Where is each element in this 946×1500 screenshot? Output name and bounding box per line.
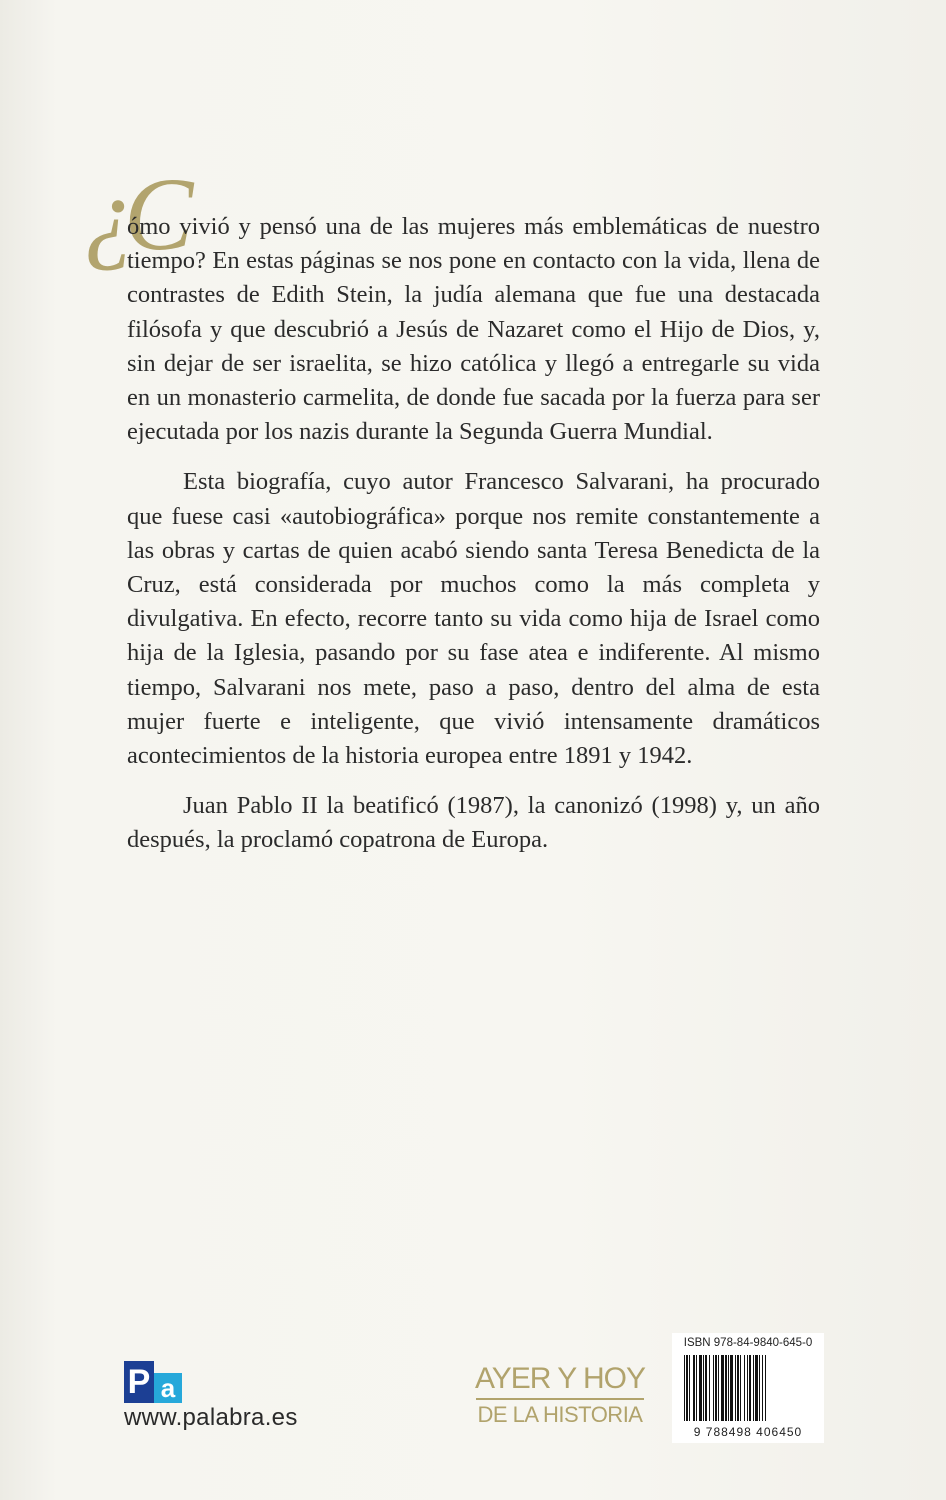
blurb-paragraph-2: Esta biografía, cuyo autor Francesco Salvarani, ha procurado que fuese casi «autobiográfica» porque nos remite constantemente a las obras y cartas de quien acabó siendo santa Teresa Benedicta de la Cruz, está considerada por muchos como la más completa y divulgativa. En efecto, recorre tanto su vida como hija de Israel como hija de la Iglesia, pasando por su fase atea e indiferente. Al mismo tiempo, Salvarani nos mete, paso a paso, dentro del alma de esta mujer fuerte e inteligente, que vivió intensamente dramáticos acontecimientos de la historia europea entre 1891 y 1942. bbox=[127, 468, 820, 770]
isbn-label: ISBN 978-84-9840-645-0 bbox=[683, 1337, 813, 1349]
barcode-bar bbox=[696, 1355, 697, 1421]
barcode-bar bbox=[737, 1355, 739, 1421]
barcode-bar bbox=[703, 1355, 704, 1421]
barcode-bar bbox=[747, 1355, 748, 1421]
barcode-bar bbox=[765, 1355, 766, 1421]
barcode-bar bbox=[755, 1355, 758, 1421]
dropcap: ¿C bbox=[84, 157, 182, 272]
barcode-bar bbox=[740, 1355, 741, 1421]
barcode-bar bbox=[689, 1355, 690, 1421]
barcode-bar bbox=[744, 1355, 745, 1421]
barcode-bar bbox=[699, 1355, 702, 1421]
barcode-number: 9 788498 406450 bbox=[693, 1425, 803, 1439]
series-logo bbox=[470, 1362, 650, 1427]
barcode-bar bbox=[686, 1355, 688, 1421]
series-subtitle: DE LA HISTORIA bbox=[477, 1402, 643, 1427]
barcode-bar bbox=[721, 1355, 724, 1421]
palabra-logo bbox=[124, 1361, 184, 1403]
blurb-paragraph-1 bbox=[127, 210, 820, 449]
barcode-bar bbox=[735, 1355, 736, 1421]
logo-letter-a: a bbox=[154, 1373, 182, 1403]
publisher-website: www.palabra.es bbox=[124, 1404, 298, 1431]
blurb-text bbox=[127, 210, 820, 874]
barcode-bar bbox=[728, 1355, 729, 1421]
barcode-bar bbox=[725, 1355, 727, 1421]
blurb-paragraph-1-text: ómo vivió y pensó una de las mujeres más emblemáticas de nuestro tiempo? En estas páginas se nos pone en contacto con la vida, llena de contrastes de Edith Stein, la judía alemana que fue una destacada filósofa y que descubrió a Jesús de Nazaret como el Hijo de Dios, y, sin dejar de ser israelita, se hizo católica y llegó a entregarle su vida en un monasterio carmelita, de donde fue sacada por la fuerza para ser ejecutada por los nazis durante la Segunda Guerra Mundial. bbox=[127, 213, 820, 446]
barcode bbox=[672, 1333, 824, 1443]
logo-letter-p: P bbox=[124, 1361, 154, 1403]
barcode-bar bbox=[713, 1355, 714, 1421]
barcode-bar bbox=[684, 1355, 685, 1421]
barcode-bar bbox=[753, 1355, 754, 1421]
blurb-paragraph-3: Juan Pablo II la beatificó (1987), la canonizó (1998) y, un año después, la proclamó copatrona de Europa. bbox=[127, 792, 820, 854]
barcode-bar bbox=[715, 1355, 717, 1421]
barcode-bar bbox=[762, 1355, 763, 1421]
series-title: AYER Y HOY bbox=[474, 1362, 646, 1395]
barcode-bar bbox=[749, 1355, 751, 1421]
barcode-bar bbox=[759, 1355, 760, 1421]
barcode-bar bbox=[705, 1355, 707, 1421]
series-divider bbox=[476, 1398, 644, 1400]
barcode-bars bbox=[682, 1355, 814, 1425]
barcode-bar bbox=[693, 1355, 695, 1421]
barcode-bar bbox=[730, 1355, 733, 1421]
barcode-bar bbox=[718, 1355, 719, 1421]
barcode-bar bbox=[709, 1355, 710, 1421]
